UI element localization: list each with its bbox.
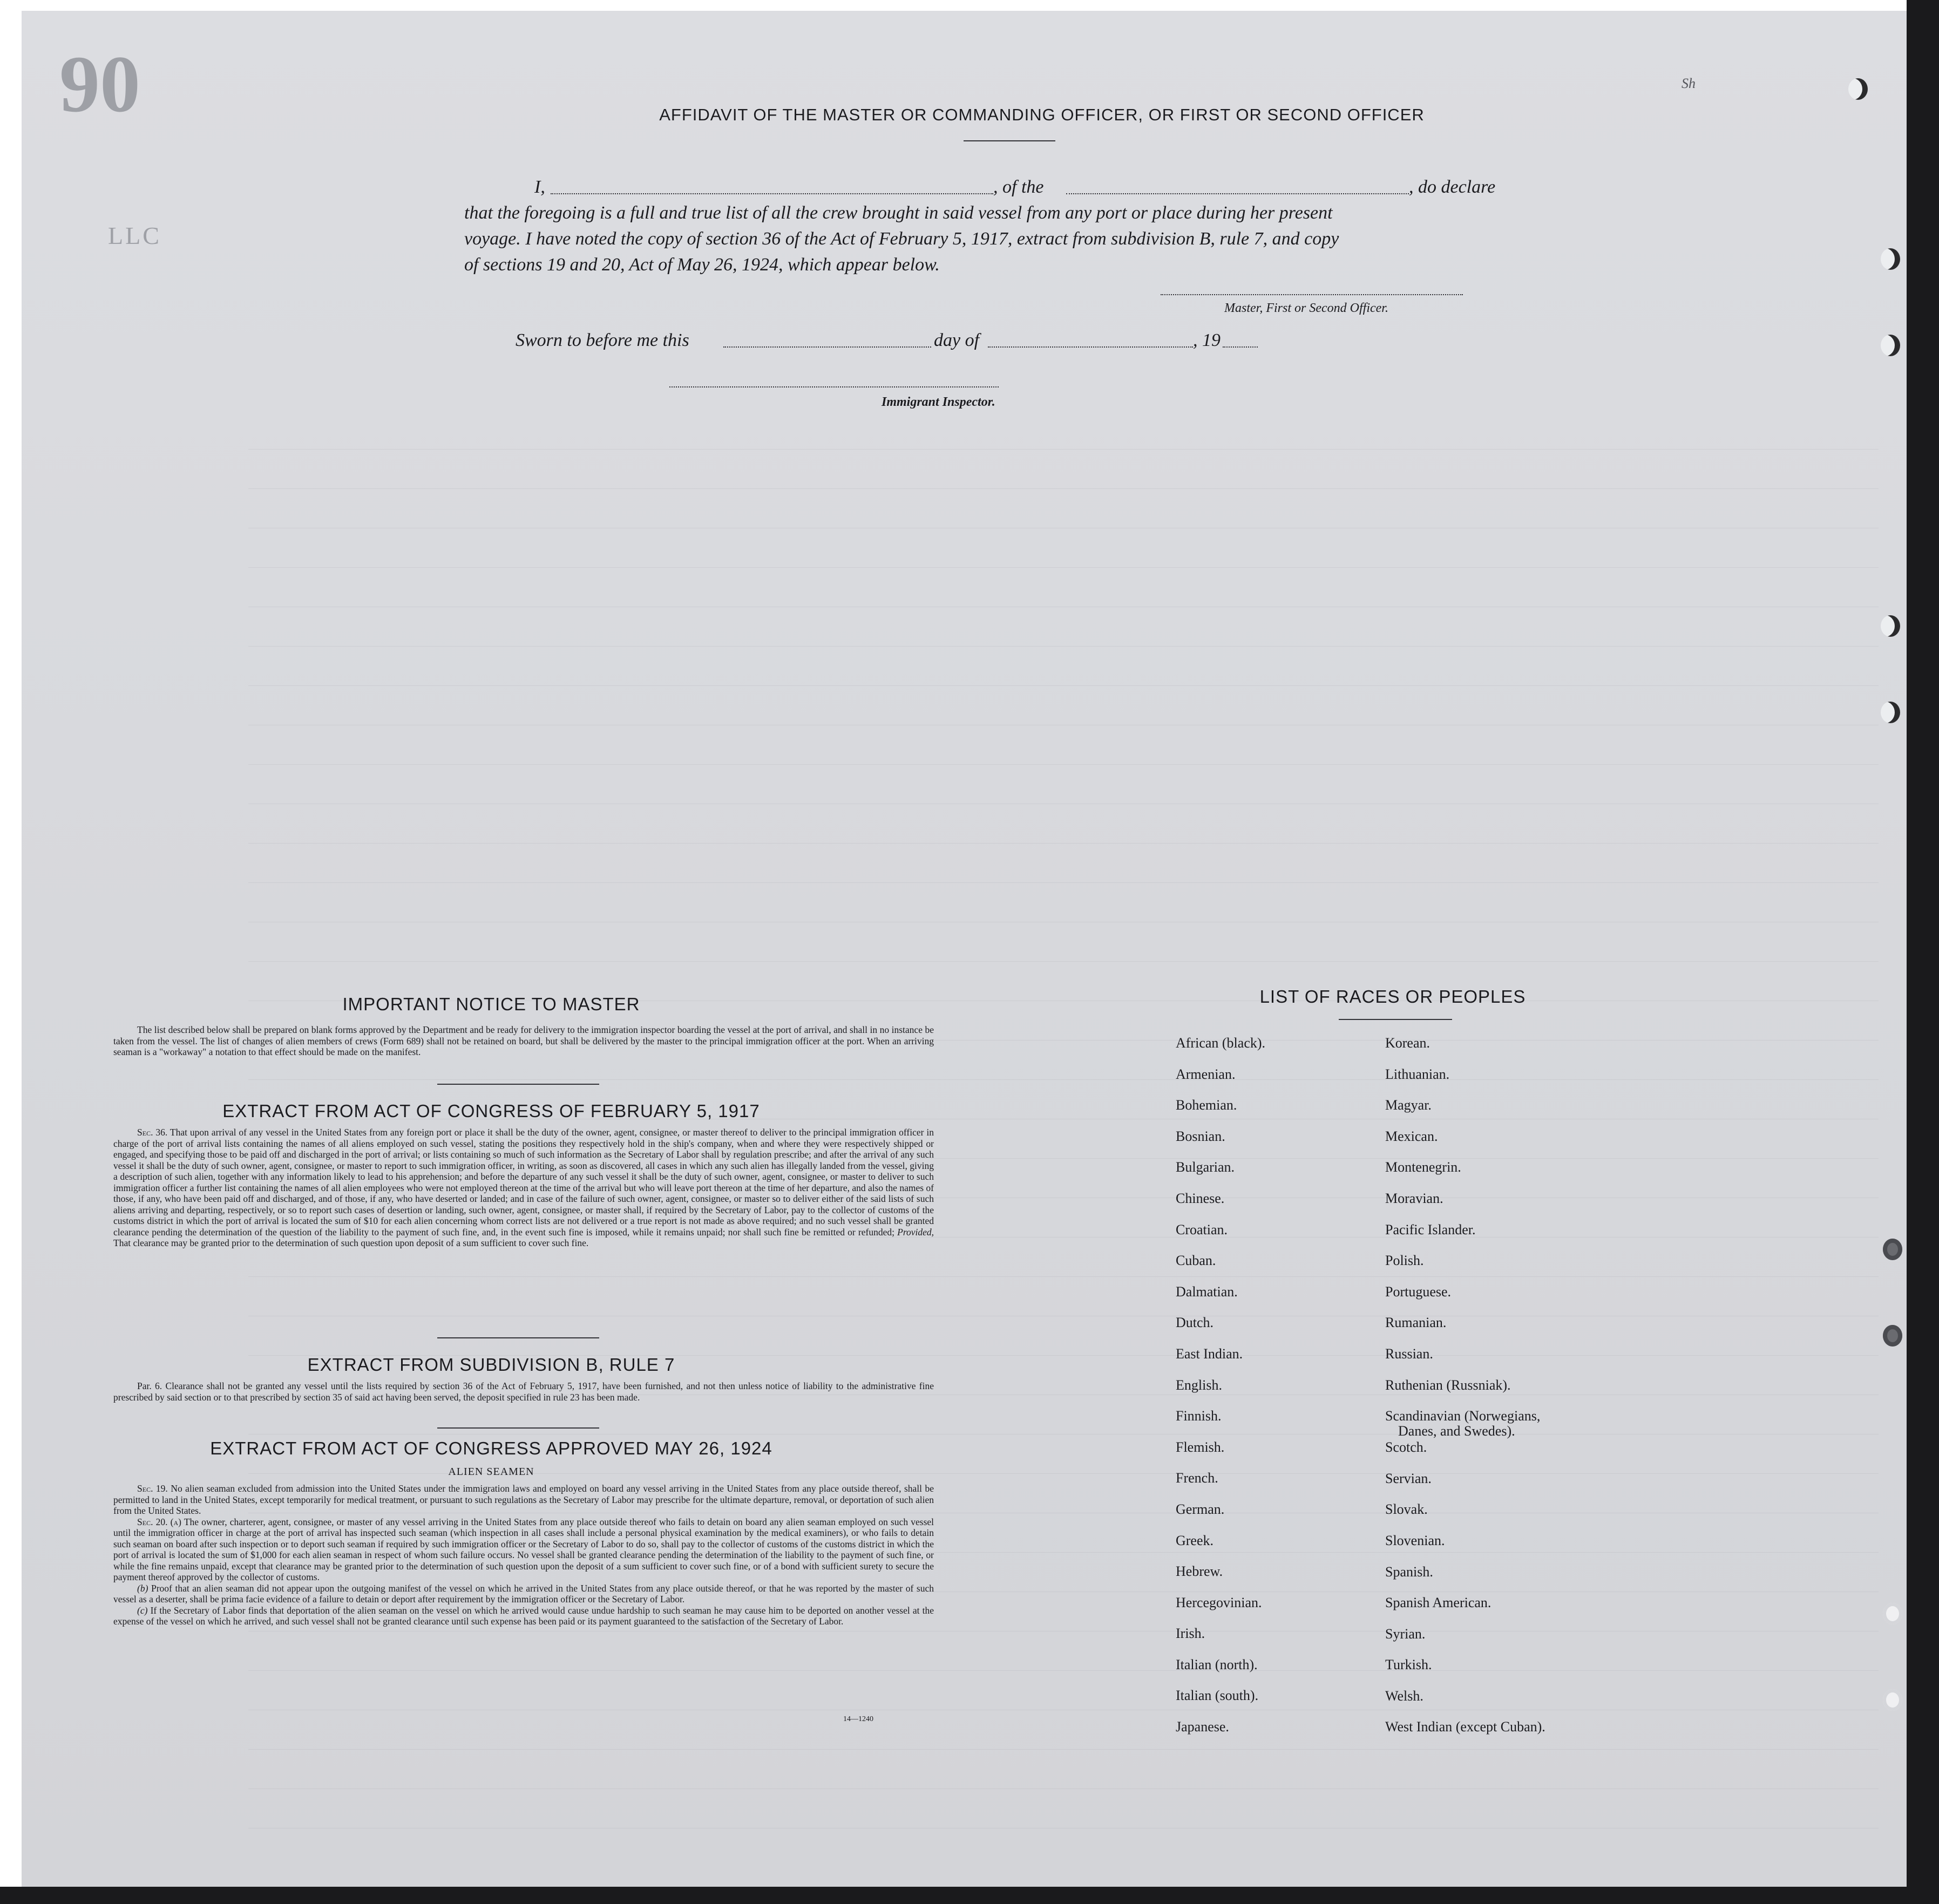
race-item: Syrian.	[1385, 1626, 1426, 1642]
affidavit-line-4: of sections 19 and 20, Act of May 26, 1924, which appear below.	[464, 255, 940, 275]
act-1924-body	[113, 1483, 934, 1627]
race-item: African (black).	[1176, 1035, 1266, 1051]
sworn-day-of: day of	[934, 330, 980, 350]
affidavit-i: I,	[534, 177, 545, 197]
section-divider	[437, 1337, 599, 1338]
race-item: Turkish.	[1385, 1657, 1432, 1673]
race-item: English.	[1176, 1377, 1222, 1393]
race-item: Bohemian.	[1176, 1097, 1237, 1113]
binder-hole	[1883, 1239, 1902, 1260]
race-item: Korean.	[1385, 1035, 1430, 1051]
race-item: Finnish.	[1176, 1408, 1222, 1424]
title-rule	[964, 140, 1055, 141]
affidavit-title: AFFIDAVIT OF THE MASTER OR COMMANDING OFFICER, OR FIRST OR SECOND OFFICER	[659, 105, 1425, 124]
race-item: Welsh.	[1385, 1688, 1423, 1704]
affidavit-line-1	[534, 177, 545, 198]
scan-border-right	[1907, 0, 1939, 1904]
race-item: French.	[1176, 1470, 1218, 1486]
race-item: Japanese.	[1176, 1719, 1229, 1735]
race-item: Croatian.	[1176, 1221, 1228, 1237]
sworn-month-blank	[988, 346, 1193, 348]
sworn-year-blank	[1223, 346, 1258, 348]
race-item: Slovenian.	[1385, 1532, 1445, 1548]
alien-seamen-subtitle: ALIEN SEAMEN	[448, 1466, 534, 1478]
sec-36-text-end: That clearance may be granted prior to the determination of such question upon deposit of a sum sufficient to cover such fine.	[113, 1237, 589, 1248]
races-left-column	[1176, 1035, 1265, 1750]
sec-20-c-text: If the Secretary of Labor finds that deportation of the alien seaman on the vessel on which he arrived would cause undue hardship to such seaman he may cause him to be deported on another vessel at the expense of the vessel on which he arrived, and such vessel shall not be granted clearance until such expense has been paid or its payment guaranteed to the satisfaction of the Secretary of Labor.	[113, 1604, 934, 1627]
master-signature-label: Master, First or Second Officer.	[1224, 301, 1388, 315]
section-divider	[437, 1084, 599, 1085]
inspector-label: Immigrant Inspector.	[882, 395, 995, 409]
affidavit-line-2: that the foregoing is a full and true list of all the crew brought in said vessel from any port or place during her present	[464, 203, 1333, 223]
race-item: Spanish.	[1385, 1563, 1433, 1580]
manifest-sheet	[22, 11, 1907, 1887]
binder-hole	[1883, 1689, 1902, 1711]
sec-20-text: The owner, charterer, agent, consignee, or master of any vessel arriving in the United States from any place outside thereof who fails to detain on board any alien seaman employed on such vessel until the immigration officer in charge at the port of arrival has inspected such seaman (which inspection in all cases shall include a personal physical examination by the medical examiners), or who fails to detain such seaman on board after such inspection or to deport such seaman if required by such immigration officer or the Secretary of Labor to do so, shall pay to the collector of customs of the customs district in which the port of arrival is located the sum of $1,000 for each alien seaman in respect of whom such failure occurs. No vessel shall be granted clearance pending the determination of the liability to the payment of such fine, or while the fine remains unpaid, except that clearance may be granted prior to the determination of such question upon the deposit of a sum sufficient to cover such fine, or of a bond with sufficient surety to secure the payment thereof approved by the collector of customs.	[113, 1516, 934, 1582]
race-item: East Indian.	[1176, 1345, 1243, 1362]
provided-word: Provided,	[897, 1226, 934, 1237]
binder-hole	[1881, 335, 1900, 356]
act-1917-body	[113, 1127, 934, 1249]
race-item: Bosnian.	[1176, 1128, 1225, 1144]
act-1924-title: EXTRACT FROM ACT OF CONGRESS APPROVED MAY 26, 1924	[210, 1438, 772, 1458]
race-item: Spanish American.	[1385, 1595, 1491, 1611]
race-item: Cuban.	[1176, 1253, 1216, 1269]
binder-hole	[1881, 615, 1900, 637]
race-item: Mexican.	[1385, 1128, 1438, 1144]
race-item: Hebrew.	[1176, 1563, 1223, 1580]
act-1917-title: EXTRACT FROM ACT OF CONGRESS OF FEBRUARY 5, 1917	[222, 1101, 760, 1121]
vessel-blank	[1066, 193, 1409, 194]
notice-title: IMPORTANT NOTICE TO MASTER	[342, 994, 640, 1014]
race-item: Portuguese.	[1385, 1283, 1452, 1300]
rule-7-title: EXTRACT FROM SUBDIVISION B, RULE 7	[307, 1355, 675, 1375]
race-item: Magyar.	[1385, 1097, 1432, 1113]
sec-36-text: That upon arrival of any vessel in the United States from any foreign port or place it shall be the duty of the owner, agent, consignee, or master thereof to deliver to the principal immigration officer in charge of the port of arrival lists containing the names of all aliens employed on such vessel, stating the positions they respectively hold in the ship's company, when and where they were respectively shipped or engaged, and specifying those to be paid off and discharged in the port of arrival; or lists containing so much of such information as the Secretary of Labor shall by regulation prescribe; and after the arrival of any such vessel it shall be the duty of such owner, agent, consignee, or master to report to such immigration officer, in writing, as soon as discovered, all cases in which any such alien has illegally landed from the vessel, giving a description of such alien, together with any information likely to lead to his apprehension; and before the departure of any such vessel it shall be the duty of such owner, agent, consignee, or master to deliver to such immigration officer a further list containing the names of all alien employees who were not employed thereon at the time of the arrival but who will leave port thereon at the time of her departure, and also the names of those, if any, who have been paid off and discharged, and of those, if any, who have deserted or landed; and in case of the failure of such owner, agent, consignee, or master so to deliver either of the said lists of such aliens arriving and departing, respectively, or so to report such cases of desertion or landing, such owner, agent, consignee, or master shall, if required by the Secretary of Labor, pay to the collector of customs of the customs district in which the port of arrival is located the sum of $10 for each alien concerning whom correct lists are not delivered or a true report is not made as above required; and no such vessel shall be granted clearance pending the determination of the question of the liability to the payment of such fine, and, in the event such fine is imposed, while it remains unpaid; nor shall such fine be remitted or refunded;	[113, 1127, 934, 1237]
sec-19-text: No alien seaman excluded from admission into the United States under the immigration laws and employed on board any vessel arriving in the United States from any place outside thereof, shall be permitted to land in the United States, except temporarily for medical treatment, or pursuant to such regulations as the Secretary of Labor may prescribe for the ultimate departure, removal, or deportation of such alien from the United States.	[113, 1483, 934, 1516]
affidavit-line-3: voyage. I have noted the copy of section 36 of the Act of February 5, 1917, extract from subdivision B, rule 7, and copy	[464, 229, 1339, 249]
notice-text: The list described below shall be prepared on blank forms approved by the Department and be ready for delivery to the immigration inspector boarding the vessel at the port of arrival, and shall in no instance be taken from the vessel. The list of changes of alien members of crews (Form 689) shall not be retained on board, but shall be delivered by the master to the principal immigration officer at the port. When an arriving seaman is a "workaway" a notation to that effect should be made on the manifest.	[113, 1024, 934, 1057]
races-title: LIST OF RACES OR PEOPLES	[1259, 987, 1526, 1007]
race-item: Servian.	[1385, 1470, 1432, 1486]
scan-border-left	[0, 0, 22, 1904]
affidavit-do-declare: , do declare	[1409, 177, 1496, 197]
race-item: Irish.	[1176, 1626, 1205, 1642]
rule-7-text: Par. 6. Clearance shall not be granted any vessel until the lists required by section 36 of the Act of February 5, 1917, have been furnished, and not then unless notice of liability to the administrative fine prescribed by said section or to that prescribed by section 35 of said act having been served, the deposit specified in rule 23 has been made.	[113, 1381, 934, 1403]
sec-20-c-label: (c)	[137, 1604, 148, 1616]
race-item: West Indian (except Cuban).	[1385, 1719, 1545, 1735]
race-item: Hercegovinian.	[1176, 1594, 1262, 1610]
binder-hole	[1883, 1325, 1902, 1347]
sec-36-label: Sec. 36.	[137, 1127, 168, 1138]
races-right-column	[1385, 1035, 1545, 1750]
binder-hole	[1883, 1603, 1902, 1624]
sec-20-b-text: Proof that an alien seaman did not appear upon the outgoing manifest of the vessel on which he arrived in the United States from any place outside thereof, or that he was reported by the master of such vessel as a deserter, shall be prima facie evidence of a failure to detain or deport after requirement by the immigration officer or the Secretary of Labor.	[113, 1582, 934, 1604]
race-item: Moravian.	[1385, 1190, 1443, 1206]
page-number-mark: 90	[59, 39, 140, 129]
race-item: Scotch.	[1385, 1439, 1427, 1456]
race-item: Danes, and Swedes).	[1398, 1423, 1515, 1439]
race-item: Polish.	[1385, 1253, 1424, 1269]
sworn-day-blank	[723, 346, 931, 348]
sec-20-label: Sec. 20. (a)	[137, 1516, 181, 1527]
race-item: Scandinavian (Norwegians,	[1385, 1408, 1541, 1424]
affidavit-of-the: , of the	[993, 177, 1044, 197]
sworn-year: , 19	[1193, 330, 1221, 350]
race-item: Dalmatian.	[1176, 1283, 1238, 1300]
race-item: Italian (north).	[1176, 1656, 1258, 1672]
race-item: Slovak.	[1385, 1501, 1428, 1518]
race-item: Italian (south).	[1176, 1688, 1259, 1704]
scan-border-bottom	[0, 1887, 1939, 1904]
notice-body	[113, 1024, 934, 1058]
scan-border-top	[0, 0, 1939, 11]
race-item: Dutch.	[1176, 1315, 1214, 1331]
name-blank	[551, 193, 993, 194]
binder-hole	[1881, 702, 1900, 723]
sec-19-label: Sec. 19.	[137, 1483, 168, 1494]
master-signature-line	[1161, 294, 1463, 295]
race-item: German.	[1176, 1501, 1225, 1517]
race-item: Bulgarian.	[1176, 1159, 1235, 1175]
race-item: Rumanian.	[1385, 1315, 1447, 1331]
race-item: Flemish.	[1176, 1439, 1225, 1455]
binder-hole	[1881, 248, 1900, 270]
race-item: Chinese.	[1176, 1190, 1225, 1206]
binder-hole	[1848, 78, 1868, 100]
race-item: Montenegrin.	[1385, 1159, 1461, 1175]
rule-7-body	[113, 1381, 934, 1403]
inspector-signature-line	[669, 386, 999, 387]
races-title-rule	[1339, 1019, 1452, 1020]
race-item: Greek.	[1176, 1532, 1214, 1548]
form-number: 14—1240	[843, 1715, 873, 1723]
sworn-prefix: Sworn to before me this	[516, 330, 689, 350]
race-item: Armenian.	[1176, 1066, 1236, 1082]
race-item: Russian.	[1385, 1345, 1433, 1362]
sec-20-b-label: (b)	[137, 1582, 148, 1594]
race-item: Lithuanian.	[1385, 1066, 1450, 1082]
section-divider	[437, 1427, 599, 1429]
race-item: Ruthenian (Russniak).	[1385, 1377, 1511, 1393]
corner-note: Sh	[1682, 76, 1696, 91]
race-item: Pacific Islander.	[1385, 1221, 1476, 1237]
side-code-mark: LLC	[108, 222, 161, 249]
